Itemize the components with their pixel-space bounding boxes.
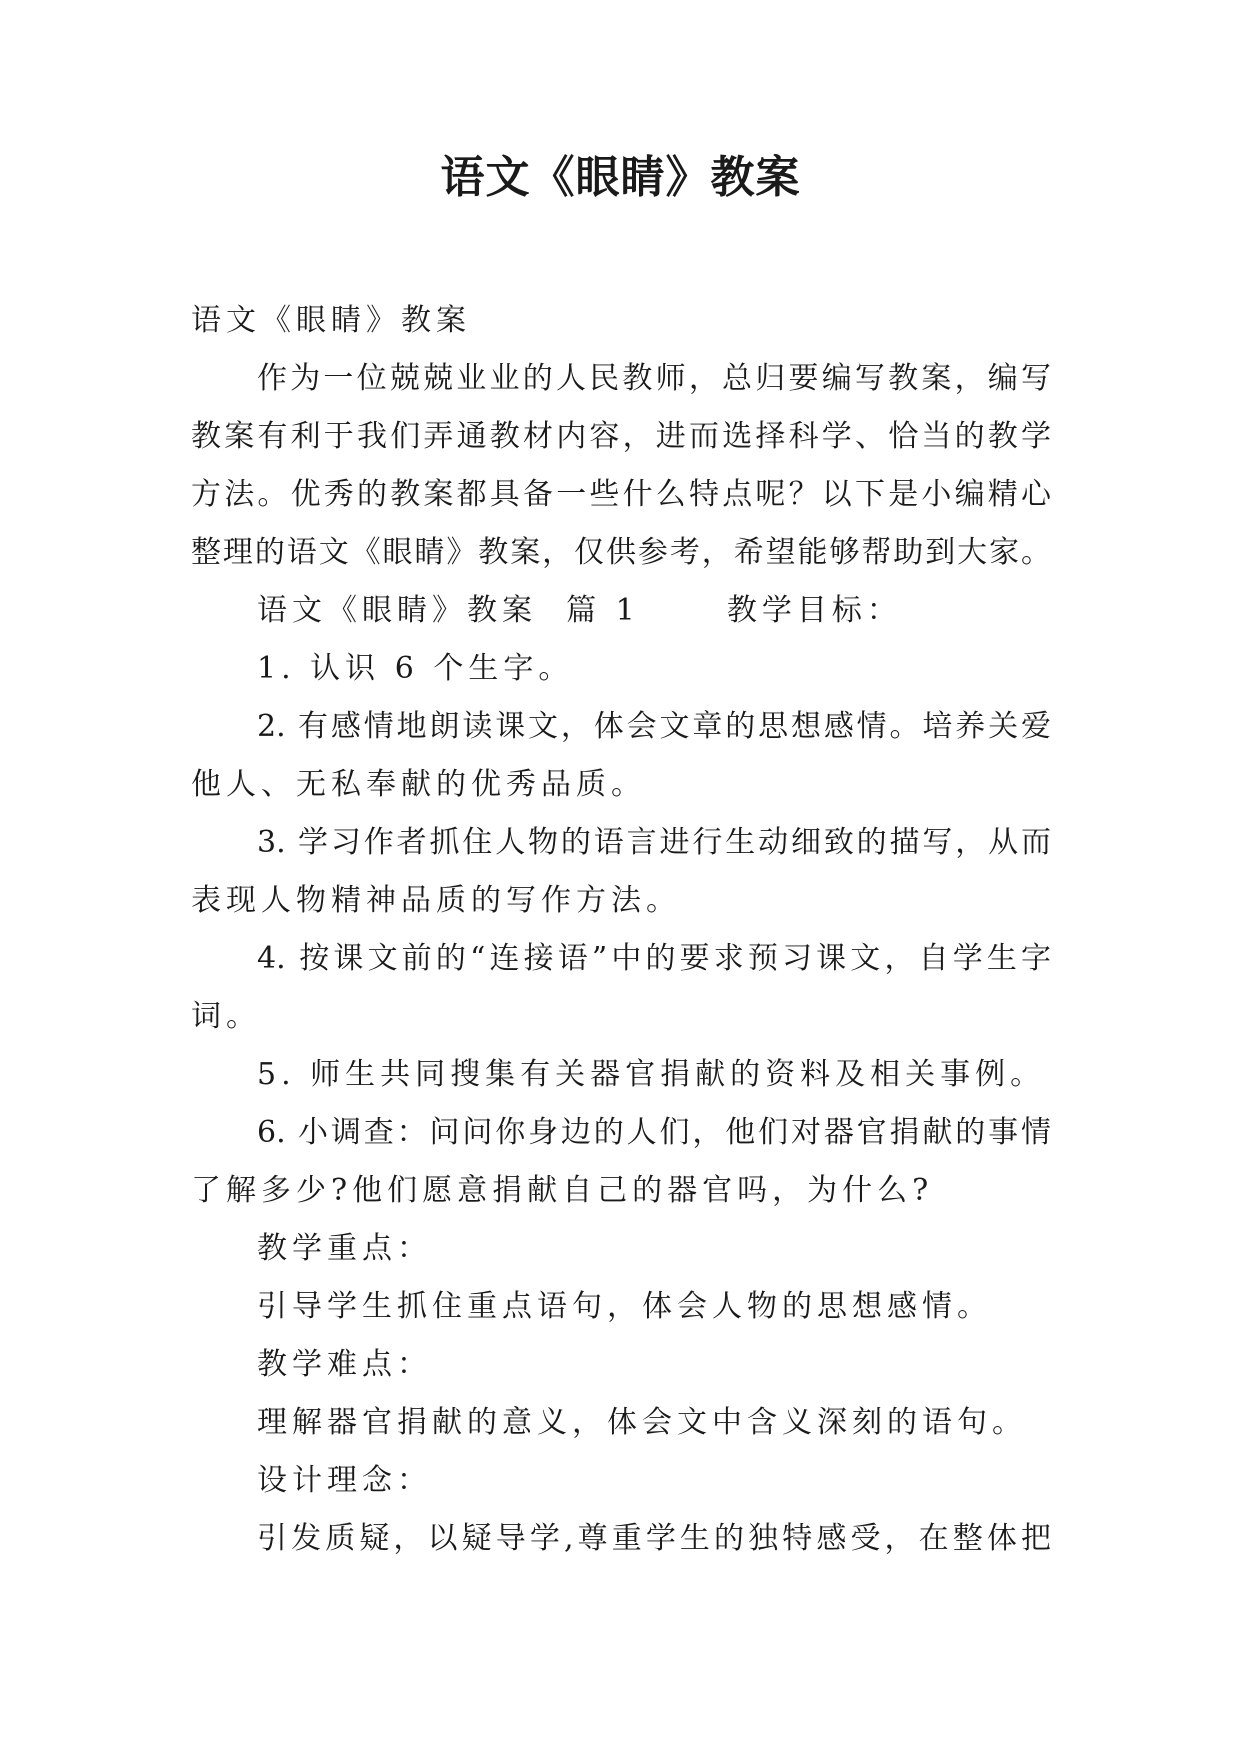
body-line: 表现人物精神品质的写作方法。 — [191, 883, 681, 918]
body-line: 语文《眼睛》教案 篇 1 教学目标： — [257, 593, 902, 628]
body-line: 4. 按课文前的“连接语”中的要求预习课文，自学生字 — [257, 941, 1051, 976]
body-line: 2. 有感情地朗读课文，体会文章的思想感情。培养关爱 — [257, 709, 1051, 744]
body-line: 方法。优秀的教案都具备一些什么特点呢？以下是小编精心 — [191, 477, 1051, 512]
body-line: 理解器官捐献的意义，体会文中含义深刻的语句。 — [257, 1405, 1027, 1440]
body-line: 整理的语文《眼睛》教案，仅供参考，希望能够帮助到大家。 — [191, 535, 1051, 570]
body-line: 语文《眼睛》教案 — [191, 303, 471, 338]
document-body — [191, 292, 1051, 1568]
body-line: 教学重点： — [257, 1231, 432, 1266]
body-line: 5. 师生共同搜集有关器官捐献的资料及相关事例。 — [257, 1057, 1046, 1092]
body-line: 6. 小调查：问问你身边的人们，他们对器官捐献的事情 — [257, 1115, 1051, 1150]
body-line: 了解多少?他们愿意捐献自己的器官吗，为什么? — [191, 1173, 934, 1208]
body-line: 教学难点： — [257, 1347, 432, 1382]
body-line: 3. 学习作者抓住人物的语言进行生动细致的描写，从而 — [257, 825, 1051, 860]
document-title: 语文《眼睛》教案 — [440, 152, 801, 203]
body-line: 教案有利于我们弄通教材内容，进而选择科学、恰当的教学 — [191, 419, 1051, 454]
body-line: 他人、无私奉献的优秀品质。 — [191, 767, 646, 802]
body-line: 设计理念： — [257, 1463, 432, 1498]
body-line: 作为一位兢兢业业的人民教师，总归要编写教案，编写 — [257, 361, 1051, 396]
body-line: 词。 — [191, 999, 261, 1034]
body-line: 1. 认识 6 个生字。 — [257, 651, 574, 686]
body-line: 引导学生抓住重点语句，体会人物的思想感情。 — [257, 1289, 992, 1324]
body-line: 引发质疑，以疑导学,尊重学生的独特感受，在整体把 — [257, 1521, 1051, 1556]
